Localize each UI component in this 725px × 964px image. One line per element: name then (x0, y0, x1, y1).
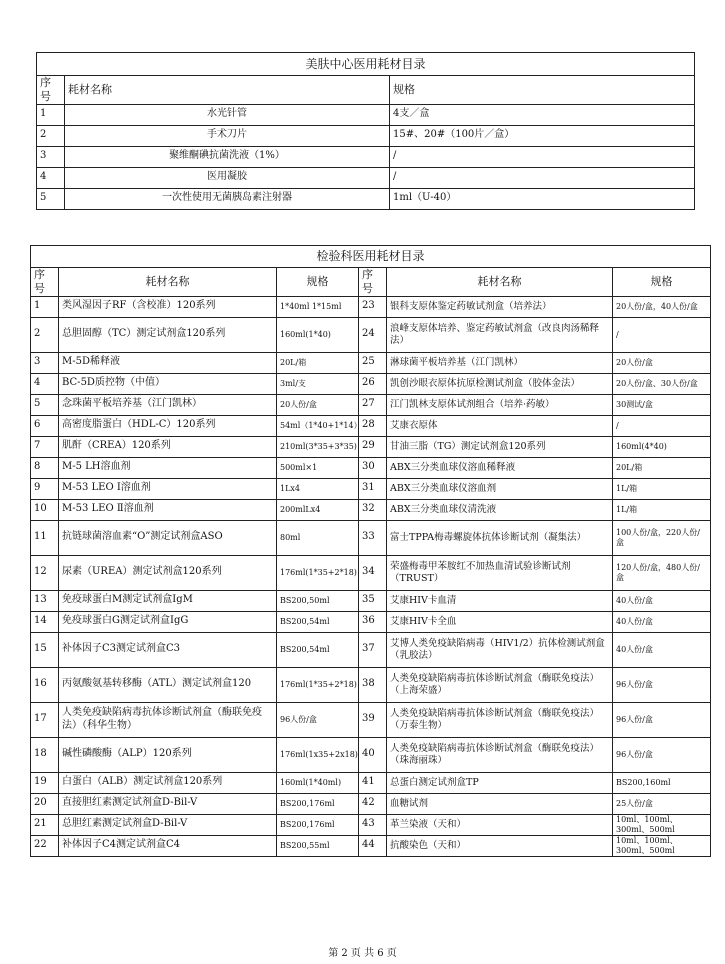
item-name: 医用凝胶 (65, 167, 390, 188)
item-name-right: 荣盛梅毒甲苯胺红不加热血清试验诊断试剂（TRUST） (387, 555, 613, 590)
row-number-right: 23 (359, 296, 387, 317)
table2-title: 检验科医用耗材目录 (31, 246, 711, 268)
item-spec-left: BS200,54ml (277, 632, 359, 667)
table-row (31, 793, 711, 814)
table-row (31, 394, 711, 415)
item-name-right: 江门凯林支原体试剂组合（培养·药敏） (387, 394, 613, 415)
table-row (31, 737, 711, 772)
row-number-right: 43 (359, 814, 387, 835)
table1-header-name: 耗材名称 (65, 76, 390, 105)
table-row (31, 814, 711, 835)
table2-header-spec: 规格 (277, 268, 359, 297)
row-number-left: 12 (31, 555, 59, 590)
row-number-left: 7 (31, 436, 59, 457)
item-name-left: 直接胆红素测定试剂盒D-Bil-V (59, 793, 277, 814)
page-number-footer: 第 2 页 共 6 页 (328, 948, 397, 959)
item-spec-right: 20L/箱 (613, 457, 711, 478)
row-number-right: 34 (359, 555, 387, 590)
item-name-right: ABX三分类血球仪溶血剂 (387, 478, 613, 499)
table-row (31, 520, 711, 555)
item-name-left: 类风湿因子RF（含校准）120系列 (59, 296, 277, 317)
table-row (31, 835, 711, 856)
item-spec: / (390, 146, 695, 167)
row-number-left: 19 (31, 772, 59, 793)
item-spec-left: 200mlLx4 (277, 499, 359, 520)
item-name-left: M-5D稀释液 (59, 352, 277, 373)
item-spec-left: 20人份/盒 (277, 394, 359, 415)
item-spec: 4支／盒 (390, 104, 695, 125)
item-name-right: 人类免疫缺陷病毒抗体诊断试剂盒（酶联免疫法）（上海荣盛） (387, 667, 613, 702)
row-number-left: 17 (31, 702, 59, 737)
item-spec-left: 3ml/支 (277, 373, 359, 394)
beauty-center-consumables-table (36, 52, 695, 210)
item-spec-right: 40人份/盒 (613, 632, 711, 667)
row-number-right: 29 (359, 436, 387, 457)
row-number-left: 16 (31, 667, 59, 702)
row-number-left: 21 (31, 814, 59, 835)
item-spec: 1ml（U-40） (390, 188, 695, 209)
row-number-right: 30 (359, 457, 387, 478)
row-number-left: 22 (31, 835, 59, 856)
row-number-right: 41 (359, 772, 387, 793)
item-spec-right: 20人份/盒 (613, 352, 711, 373)
table-row (37, 188, 695, 209)
row-number: 5 (37, 188, 65, 209)
table-row (31, 373, 711, 394)
table-row (31, 415, 711, 436)
item-spec-left: 1*40ml 1*15ml (277, 296, 359, 317)
item-name-left: 丙氨酸氨基转移酶（ATL）测定试剂盒120 (59, 667, 277, 702)
item-spec-right: 160ml(4*40) (613, 436, 711, 457)
item-spec: / (390, 167, 695, 188)
row-number-right: 33 (359, 520, 387, 555)
item-spec-right: BS200,160ml (613, 772, 711, 793)
table-row (31, 702, 711, 737)
row-number: 4 (37, 167, 65, 188)
item-name-left: 人类免疫缺陷病毒抗体诊断试剂盒（酶联免疫法）（科华生物） (59, 702, 277, 737)
item-spec-right: 1L/箱 (613, 499, 711, 520)
table-row (37, 104, 695, 125)
row-number-left: 1 (31, 296, 59, 317)
item-name-right: 革兰染液（天和） (387, 814, 613, 835)
item-spec-left: BS200,176ml (277, 814, 359, 835)
item-spec-left: 96人份/盒 (277, 702, 359, 737)
row-number-left: 13 (31, 590, 59, 611)
item-spec-right: / (613, 415, 711, 436)
item-spec-left: 1Lx4 (277, 478, 359, 499)
row-number-right: 40 (359, 737, 387, 772)
item-spec-left: BS200,50ml (277, 590, 359, 611)
item-name: 一次性使用无菌胰岛素注射器 (65, 188, 390, 209)
table-row (31, 499, 711, 520)
table-row (31, 352, 711, 373)
item-name-right: 人类免疫缺陷病毒抗体诊断试剂盒（酶联免疫法）（珠海丽珠） (387, 737, 613, 772)
item-name-right: 凯创沙眼衣原体抗原检测试剂盒（胶体金法） (387, 373, 613, 394)
row-number-right: 24 (359, 317, 387, 352)
lab-consumables-table (30, 245, 711, 857)
item-spec-left: 176ml(1x35+2x18) (277, 737, 359, 772)
table-row (31, 555, 711, 590)
item-spec-right: 30测试/盒 (613, 394, 711, 415)
table2-header-no2: 序号 (359, 268, 387, 297)
row-number-left: 10 (31, 499, 59, 520)
item-spec-right: 96人份/盒 (613, 737, 711, 772)
item-name: 聚维酮碘抗菌洗液（1%） (65, 146, 390, 167)
table-row (31, 667, 711, 702)
table2-header-spec2: 规格 (613, 268, 711, 297)
item-name-right: 人类免疫缺陷病毒抗体诊断试剂盒（酶联免疫法）（万泰生物） (387, 702, 613, 737)
table1-title: 美肤中心医用耗材目录 (37, 53, 695, 76)
table-row (31, 611, 711, 632)
item-name-left: 免疫球蛋白M测定试剂盒IgM (59, 590, 277, 611)
item-spec-right: 96人份/盒 (613, 667, 711, 702)
item-spec-right: 100人份/盒，220人份/盒 (613, 520, 711, 555)
table-row (37, 125, 695, 146)
item-name-right: 富士TPPA梅毒螺旋体抗体诊断试剂（凝集法） (387, 520, 613, 555)
row-number-left: 3 (31, 352, 59, 373)
row-number-left: 15 (31, 632, 59, 667)
item-name-right: ABX三分类血球仪清洗液 (387, 499, 613, 520)
item-name-right: 艾康HIV卡血清 (387, 590, 613, 611)
table-row (31, 590, 711, 611)
item-name: 水光针管 (65, 104, 390, 125)
item-spec-left: 210ml(3*35+3*35) (277, 436, 359, 457)
item-name-right: 血糖试剂 (387, 793, 613, 814)
item-name-left: 免疫球蛋白G测定试剂盒IgG (59, 611, 277, 632)
row-number-right: 25 (359, 352, 387, 373)
table-row (37, 167, 695, 188)
row-number-right: 39 (359, 702, 387, 737)
item-spec-right: 25人份/盒 (613, 793, 711, 814)
row-number-left: 2 (31, 317, 59, 352)
item-spec-right: 1L/箱 (613, 478, 711, 499)
item-name-right: 淋球菌平板培养基（江门凯林） (387, 352, 613, 373)
item-name-right: 银科支原体鉴定药敏试剂盒（培养法） (387, 296, 613, 317)
row-number-left: 11 (31, 520, 59, 555)
row-number-left: 6 (31, 415, 59, 436)
item-spec-right: 96人份/盒 (613, 702, 711, 737)
item-spec-left: BS200,54ml (277, 611, 359, 632)
table-row (31, 478, 711, 499)
item-name-left: 白蛋白（ALB）测定试剂盒120系列 (59, 772, 277, 793)
item-name-left: 肌酐（CREA）120系列 (59, 436, 277, 457)
row-number-left: 18 (31, 737, 59, 772)
item-name-left: 总胆红素测定试剂盒D-Bil-V (59, 814, 277, 835)
item-name-right: 甘油三脂（TG）测定试剂盒120系列 (387, 436, 613, 457)
item-spec-left: 160ml(1*40) (277, 317, 359, 352)
item-spec-left: 80ml (277, 520, 359, 555)
row-number-left: 8 (31, 457, 59, 478)
item-name-right: 抗酸染色（天和） (387, 835, 613, 856)
row-number-left: 14 (31, 611, 59, 632)
item-name-left: 补体因子C4测定试剂盒C4 (59, 835, 277, 856)
item-name-left: 尿素（UREA）测定试剂盒120系列 (59, 555, 277, 590)
table-row (31, 457, 711, 478)
item-spec-left: 500ml×1 (277, 457, 359, 478)
table1-header-no: 序号 (37, 76, 65, 105)
item-name-left: M-5 LH溶血剂 (59, 457, 277, 478)
row-number-right: 35 (359, 590, 387, 611)
row-number: 3 (37, 146, 65, 167)
row-number-left: 20 (31, 793, 59, 814)
row-number-right: 37 (359, 632, 387, 667)
row-number: 2 (37, 125, 65, 146)
item-spec-right: 10ml、100ml、300ml、500ml (613, 814, 711, 835)
item-spec-left: 160ml(1*40ml) (277, 772, 359, 793)
item-name-left: 总胆固醇（TC）测定试剂盒120系列 (59, 317, 277, 352)
row-number-right: 31 (359, 478, 387, 499)
item-spec-right: 120人份/盒，480人份/盒 (613, 555, 711, 590)
item-spec: 15#、20#（100片／盒） (390, 125, 695, 146)
item-spec-right: 20人份/盒，40人份/盒 (613, 296, 711, 317)
item-name-right: 艾博人类免疫缺陷病毒（HIV1/2）抗体检测试剂盒 （乳胶法） (387, 632, 613, 667)
table-row (37, 146, 695, 167)
item-name-left: 抗链球菌溶血素“O”测定试剂盒ASO (59, 520, 277, 555)
item-name-left: 补体因子C3测定试剂盒C3 (59, 632, 277, 667)
table-row (31, 317, 711, 352)
item-name-right: 浪峰支原体培养、鉴定药敏试剂盒（改良肉汤稀释法） (387, 317, 613, 352)
item-spec-left: 20L/箱 (277, 352, 359, 373)
item-name-right: 艾康衣原体 (387, 415, 613, 436)
item-name: 手术刀片 (65, 125, 390, 146)
row-number-right: 44 (359, 835, 387, 856)
item-spec-right: 40人份/盒 (613, 611, 711, 632)
table-row (31, 436, 711, 457)
item-spec-left: 54ml（1*40+1*14） (277, 415, 359, 436)
table-row (31, 772, 711, 793)
item-name-left: M-53 LEO Ⅰ溶血剂 (59, 478, 277, 499)
row-number-left: 4 (31, 373, 59, 394)
row-number: 1 (37, 104, 65, 125)
row-number-right: 36 (359, 611, 387, 632)
table2-header-name2: 耗材名称 (387, 268, 613, 297)
item-spec-right: 40人份/盒 (613, 590, 711, 611)
row-number-right: 27 (359, 394, 387, 415)
item-name-left: M-53 LEO Ⅱ溶血剂 (59, 499, 277, 520)
row-number-right: 28 (359, 415, 387, 436)
row-number-right: 38 (359, 667, 387, 702)
row-number-right: 42 (359, 793, 387, 814)
row-number-left: 9 (31, 478, 59, 499)
item-spec-left: BS200,55ml (277, 835, 359, 856)
item-name-left: 碱性磷酸酶（ALP）120系列 (59, 737, 277, 772)
row-number-right: 26 (359, 373, 387, 394)
row-number-right: 32 (359, 499, 387, 520)
item-name-left: 高密度脂蛋白（HDL-C）120系列 (59, 415, 277, 436)
table-row (31, 296, 711, 317)
item-name-right: 总蛋白测定试剂盒TP (387, 772, 613, 793)
table-row (31, 632, 711, 667)
item-spec-right: 10ml、100ml、300ml、500ml (613, 835, 711, 856)
table2-header-no: 序号 (31, 268, 59, 297)
item-spec-right: 20人份/盒、30人份/盒 (613, 373, 711, 394)
item-spec-right: / (613, 317, 711, 352)
item-name-right: ABX三分类血球仪溶血稀释液 (387, 457, 613, 478)
row-number-left: 5 (31, 394, 59, 415)
item-name-right: 艾康HIV卡全血 (387, 611, 613, 632)
item-name-left: BC-5D质控物（中值） (59, 373, 277, 394)
table1-header-spec: 规格 (390, 76, 695, 105)
item-spec-left: BS200,176ml (277, 793, 359, 814)
table2-header-name: 耗材名称 (59, 268, 277, 297)
item-spec-left: 176ml(1*35+2*18) (277, 555, 359, 590)
item-name-left: 念珠菌平板培养基（江门凯林） (59, 394, 277, 415)
item-spec-left: 176ml(1*35+2*18) (277, 667, 359, 702)
